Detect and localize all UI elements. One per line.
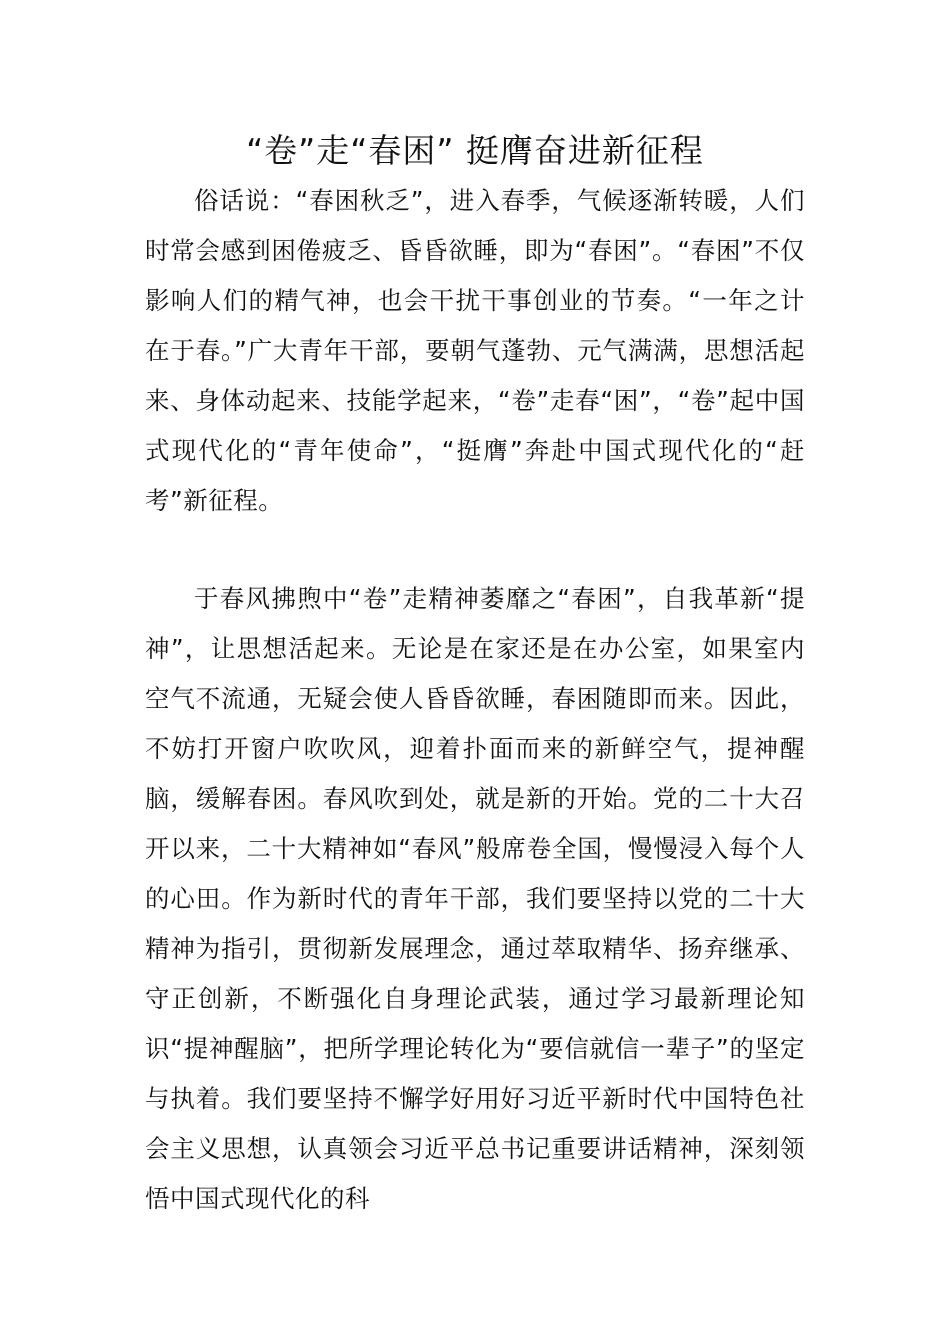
document-title: “卷”走“春困” 挺膺奋进新征程 (246, 131, 704, 170)
paragraph-2: 于春风拂煦中“卷”走精神萎靡之“春困”，自我革新“提神”，让思想活起来。无论是在家还是在办公室，如果室内空气不流通，无疑会使人昏昏欲睡，春困随即而来。因此，不妨打开窗户吹吹风，迎着扑面而来的新鲜空气，提神醒脑，缓解春困。春风吹到处，就是新的开始。党的二十大召开以来，二十大精神如“春风”般席卷全国，慢慢浸入每个人的心田。作为新时代的青年干部，我们要坚持以党的二十大精神为指引，贯彻新发展理念，通过萃取精华、扬弃继承、守正创新，不断强化自身理论武装，通过学习最新理论知识“提神醒脑”，把所学理论转化为“要信就信一辈子”的坚定与执着。我们要坚持不懈学好用好习近平新时代中国特色社会主义思想，认真领会习近平总书记重要讲话精神，深刻领悟中国式现代化的科 (145, 584, 805, 1213)
paragraph-1: 俗话说：“春困秋乏”，进入春季，气候逐渐转暖，人们时常会感到困倦疲乏、昏昏欲睡，即为“春困”。“春困”不仅影响人们的精气神，也会干扰干事创业的节奏。“一年之计在于春。”广大青年干部，要朝气蓬勃、元气满满，思想活起来、身体动起来、技能学起来，“卷”走春“困”，“卷”起中国式现代化的“青年使命”，“挺膺”奔赴中国式现代化的“赶考”新征程。 (145, 186, 805, 515)
